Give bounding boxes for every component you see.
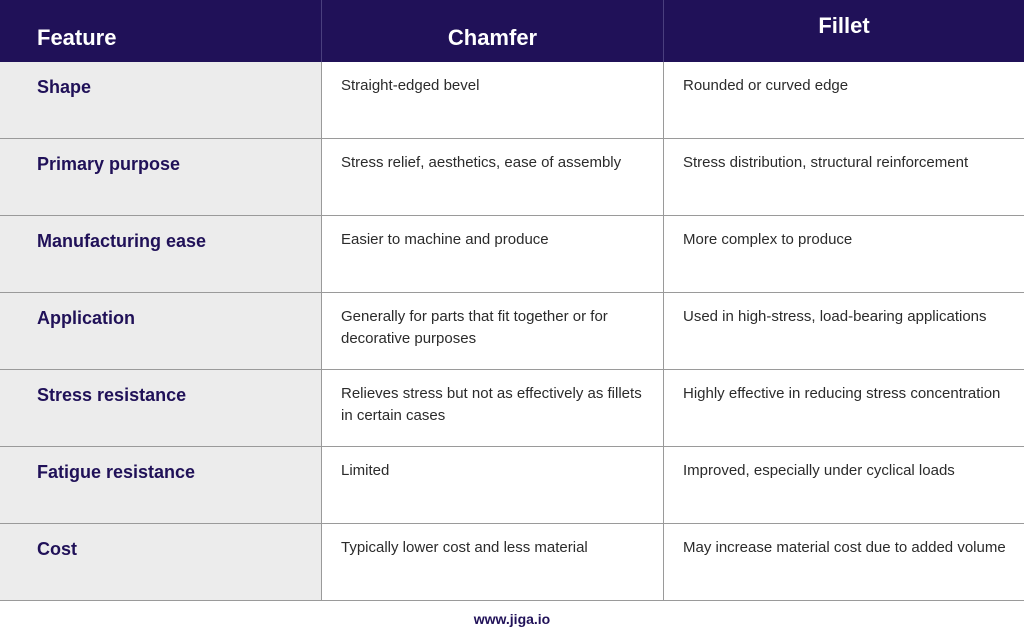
footer-website: www.jiga.io — [473, 611, 551, 627]
row-application-chamfer: Generally for parts that fit together or for decorative purposes — [321, 293, 663, 370]
row-manufacturing-fillet: More complex to produce — [663, 216, 1024, 293]
row-shape-fillet: Rounded or curved edge — [663, 62, 1024, 139]
row-purpose-chamfer: Stress relief, aesthetics, ease of assembly — [321, 139, 663, 216]
row-fatigue-chamfer: Limited — [321, 447, 663, 524]
row-fatigue-feature: Fatigue resistance — [0, 447, 321, 524]
row-cost-chamfer: Typically lower cost and less material — [321, 524, 663, 601]
row-shape-feature: Shape — [0, 62, 321, 139]
row-manufacturing-feature: Manufacturing ease — [0, 216, 321, 293]
row-stress-fillet: Highly effective in reducing stress concentration — [663, 370, 1024, 447]
row-application-feature: Application — [0, 293, 321, 370]
row-fatigue-fillet: Improved, especially under cyclical loads — [663, 447, 1024, 524]
row-purpose-fillet: Stress distribution, structural reinforcement — [663, 139, 1024, 216]
row-application-fillet: Used in high-stress, load-bearing applications — [663, 293, 1024, 370]
row-manufacturing-chamfer: Easier to machine and produce — [321, 216, 663, 293]
row-purpose-feature: Primary purpose — [0, 139, 321, 216]
header-fillet: Fillet — [663, 0, 1024, 62]
row-cost-fillet: May increase material cost due to added volume — [663, 524, 1024, 601]
row-stress-chamfer: Relieves stress but not as effectively as fillets in certain cases — [321, 370, 663, 447]
row-stress-feature: Stress resistance — [0, 370, 321, 447]
header-feature: Feature — [0, 0, 321, 62]
row-shape-chamfer: Straight-edged bevel — [321, 62, 663, 139]
header-chamfer: Chamfer — [321, 0, 663, 62]
row-cost-feature: Cost — [0, 524, 321, 601]
